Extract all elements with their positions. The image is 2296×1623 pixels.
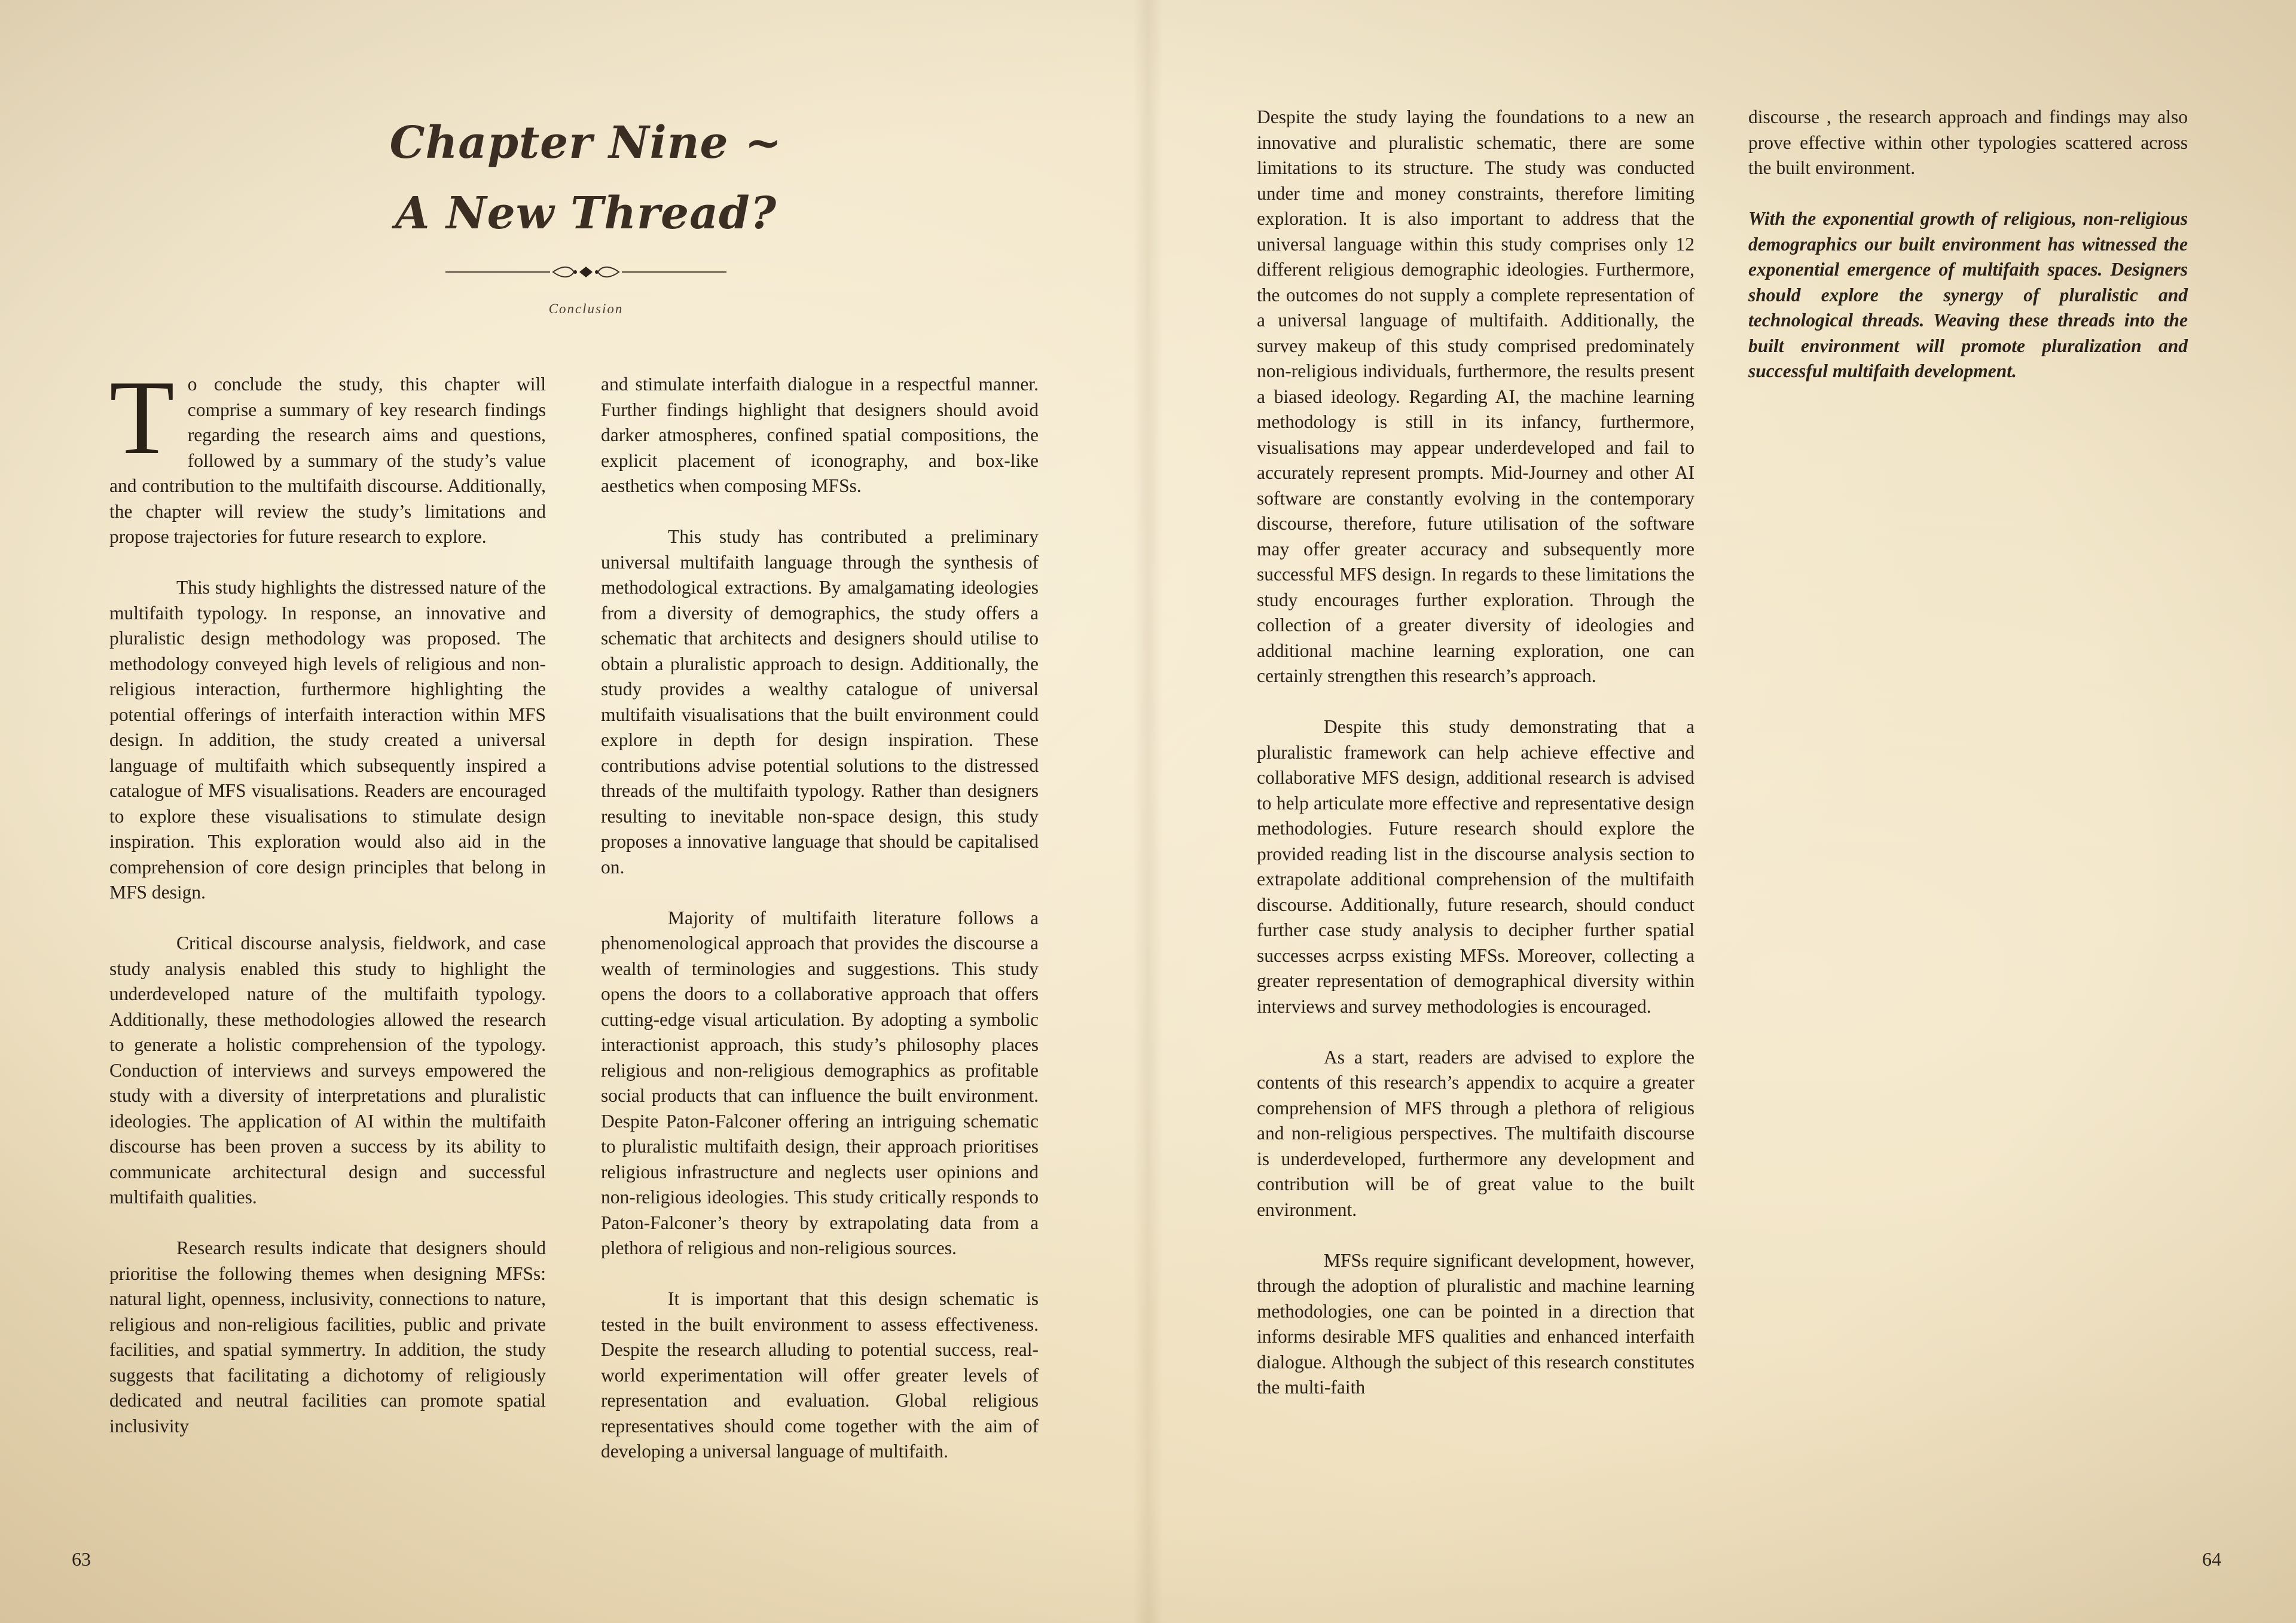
- paragraph-text: o conclude the study, this chapter will comprise a summary of key research findings regarding the research aims and questions, followed by a summary of the study’s value and contribution to the multifaith discourse. Additionally, the chapter will review the study’s limitations and propose trajectories for future research to explore.: [109, 374, 546, 547]
- paragraph: As a start, readers are advised to explore the contents of this research’s appendix to acquire a greater comprehension of MFS through a plethora of religious and non-religious perspectives. The multifaith discourse is underdeveloped, furthermore any development and contribution will be of great value to the built environment.: [1257, 1046, 1694, 1220]
- paragraph: Majority of multifaith literature follows a phenomenological approach that provides the discourse a wealth of terminologies and suggestions. This study opens the doors to a collaborative approach that offers cutting-edge visual articulation. By adopting a symbolic interactionist approach, this study’s philosophy places religious and non-religious demographics as profitable social products that can influence the built environment. Despite Paton-Falconer offering an intriguing schematic to pluralistic multifaith design, their approach prioritises religious infrastructure and neglects user opinions and non-religious ideologies. This study critically responds to Paton-Falconer’s theory by extrapolating data from a plethora of religious and non-religious sources.: [601, 907, 1039, 1258]
- right-page-column-2: [1748, 105, 2188, 384]
- ornamental-divider-icon: [445, 263, 726, 281]
- chapter-subtitle: Conclusion: [548, 301, 624, 316]
- paragraph: This study has contributed a preliminary universal multifaith language through the synthesis of methodological extractions. By amalgamating ideologies from a diversity of demographics, the study offers a schematic that architects and designers should utilise to obtain a pluralistic approach to design. Additionally, the study provides a wealthy catalogue of universal multifaith visualisations that the built environment could explore in depth for design inspiration. These contributions advise potential solutions to the distressed threads of the multifaith typology. Rather than designers resulting to inevitable non-space design, this study proposes a innovative language that should be capitalised on.: [601, 526, 1039, 878]
- right-page-column-1: [1257, 105, 1694, 1401]
- chapter-title: [371, 108, 801, 249]
- paragraph-intro: [109, 358, 546, 550]
- chapter-title-line-2: A New Thread?: [395, 188, 777, 239]
- left-page-column-1: [109, 358, 546, 1439]
- chapter-title-block: [371, 108, 801, 317]
- drop-cap: T: [109, 358, 175, 476]
- chapter-title-line-1: Chapter Nine ~: [389, 117, 783, 169]
- pull-quote: With the exponential growth of religious, non-religious demographics our built environment has witnessed the exponential emergence of multifaith spaces. Designers should explore the synergy of pluralistic and technological threads. Weaving these threads into the built environment will promote pluralization and successful multifaith development.: [1748, 208, 2188, 381]
- page-number-right: 64: [2202, 1548, 2221, 1570]
- paragraph: Critical discourse analysis, fieldwork, and case study analysis enabled this study to highlight the underdeveloped nature of the multifaith typology. Additionally, these methodologies allowed the research to generate a holistic comprehension of the typology. Conduction of interviews and surveys empowered the study with a diversity of interpretations and pluralistic ideologies. The application of AI within the multifaith discourse has been proven a success by its ability to communicate architectural design and successful multifaith qualities.: [109, 933, 546, 1208]
- paragraph: It is important that this design schematic is tested in the built environment to assess effectiveness. Despite the research alluding to potential success, real-world experimentation will offer greater levels of representation and evaluation. Global religious representatives should come together with the aim of developing a universal language of multifaith.: [601, 1288, 1039, 1462]
- paragraph: MFSs require significant development, however, through the adoption of pluralistic and machine learning methodologies, one can be pointed in a direction that informs desirable MFS qualities and enhanced interfaith dialogue. Although the subject of this research constitutes the multi-faith: [1257, 1249, 1694, 1398]
- left-page-column-2: [601, 372, 1039, 1465]
- paragraph: discourse , the research approach and findings may also prove effective within other typologies scattered across the built environment.: [1748, 106, 2188, 178]
- paragraph: Despite this study demonstrating that a pluralistic framework can help achieve effective and collaborative MFS design, additional research is advised to help articulate more effective and representative design methodologies. Future research should explore the provided reading list in the discourse analysis section to extrapolate additional comprehension of the multifaith discourse. Additionally, future research, should conduct further case study analysis to decipher further spatial successes acrpss existing MFSs. Moreover, collecting a greater representation of demographical diversity within interviews and survey methodologies is encouraged.: [1257, 716, 1694, 1017]
- page-number-left: 63: [72, 1548, 91, 1570]
- paragraph: This study highlights the distressed nature of the multifaith typology. In response, an innovative and pluralistic design methodology was proposed. The methodology conveyed high levels of religious and non-religious interaction, furthermore highlighting the potential offerings of interfaith interaction within MFS design. In addition, the study created a universal language of multifaith which subsequently inspired a catalogue of MFS visualisations. Readers are encouraged to explore these visualisations to stimulate design inspiration. This exploration would also aid in the comprehension of core design principles that belong in MFS design.: [109, 577, 546, 903]
- paragraph: Despite the study laying the foundations to a new an innovative and pluralistic schematic, there are some limitations to its structure. The study was conducted under time and money constraints, therefore limiting exploration. It is also important to address that the universal language within this study comprises only 12 different religious demographic ideologies. Furthermore, the outcomes do not supply a complete representation of a universal language of multifaith. Additionally, the survey makeup of this study comprised predominately non-religious individuals, furthermore, the results present a biased ideology. Regarding AI, the machine learning methodology is still in its infancy, furthermore, visualisations may appear underdeveloped and fail to accurately represent prompts. Mid-Journey and other AI software are constantly evolving in the contemporary discourse, therefore, future utilisation of the software may offer greater accuracy and subsequently more successful MFS design. In regards to these limitations the study encourages further exploration. Through the collection of a greater diversity of ideologies and additional machine learning exploration, one can certainly strengthen this research’s approach.: [1257, 106, 1694, 686]
- paragraph: and stimulate interfaith dialogue in a respectful manner. Further findings highlight that designers should avoid darker atmospheres, confined spatial compositions, the explicit placement of iconography, and box-like aesthetics when composing MFSs.: [601, 374, 1039, 496]
- paragraph: Research results indicate that designers should prioritise the following themes when designing MFSs: natural light, openness, inclusivity, connections to nature, religious and non-religious facilities, public and private facilities, and spatial symmertry. In addition, the study suggests that facilitating a dichotomy of religiously dedicated and neutral facilities can promote spatial inclusivity: [109, 1237, 546, 1436]
- page-gutter: [1133, 0, 1163, 1623]
